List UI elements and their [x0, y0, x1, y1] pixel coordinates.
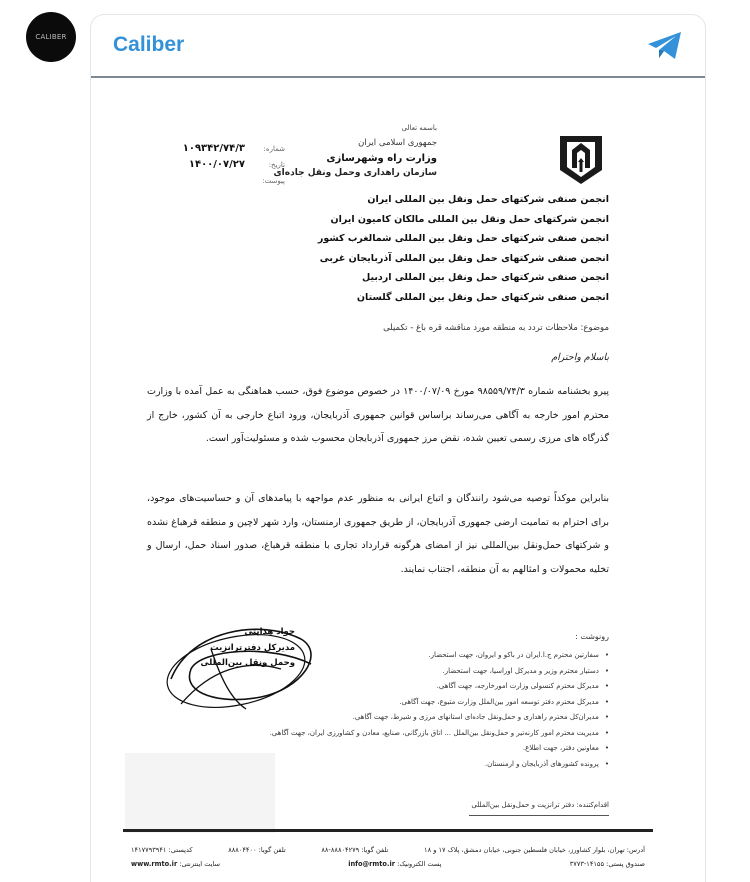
letter-footer — [131, 843, 645, 871]
date-value: ۱۴۰۰/۰۷/۲۷ — [188, 159, 245, 170]
letter-paragraph-2: بنابراین موکداً توصیه می‌شود رانندگان و اتباع ایرانی به منظور عدم مواجهه با پیامدهای آن و حساسیت‌های موجود، برای احترام به تمامیت ارضی جمهوری آذربایجان، از طریق جمهوری ارمنستان، وارد شهر لاچین و منطقه قرهباغ نشده و شرکتهای حمل‌ونقل بین‌المللی نیز از امضای هرگونه قرارداد تجاری با منطقه قرهباغ، صدور اسناد حمل، ارسال و تخلیه محمولات و امثالهم به آن منطقه، اجتناب نمایند. — [147, 493, 609, 575]
faded-stamp — [125, 753, 275, 833]
cc-item: • مدیرکل محترم کنسولی وزارت امورخارجه، جهت آگاهی. — [289, 679, 609, 695]
channel-avatar[interactable] — [26, 12, 76, 62]
action-underline — [469, 815, 609, 816]
rmto-logo-icon — [556, 132, 606, 186]
organization-name: سازمان راهداری وحمل ونقل جاده‌ای — [273, 168, 437, 178]
letter-greeting: باسلام واحترام — [551, 352, 609, 363]
letter-number — [155, 141, 285, 157]
telegram-paper-plane-icon[interactable] — [647, 31, 683, 61]
footer-email: پست الکترونیک: info@rmto.ir — [348, 860, 442, 868]
bismillah: باسمه تعالی — [401, 124, 437, 132]
recipient-item: انجمن صنفی شرکتهای حمل ونقل بین المللی گلستان — [356, 291, 609, 303]
action-by: اقدام‌کننده: دفتر ترانزیت و حمل‌ونقل بین‌المللی — [471, 801, 609, 809]
avatar-text: CALIBER — [35, 33, 67, 41]
ministry-name: وزارت راه وشهرسازی — [326, 153, 437, 164]
cc-item: • مدیرکل محترم دفتر توسعه امور بین‌الملل وزارت متبوع، جهت آگاهی. — [289, 695, 609, 711]
cc-list — [269, 648, 609, 772]
footer-row-1 — [131, 843, 645, 857]
cc-item: • سفارتین محترم ج.ا.ایران در باکو و ایروان، جهت استحضار. — [289, 648, 609, 664]
date-label: تاریخ: — [268, 161, 285, 169]
footer-phone2: تلفن گویا: ۸۸۸۰۴۴۰۰ — [228, 846, 286, 854]
recipient-item: انجمن صنفی شرکتهای حمل ونقل بین المللی آذربایجان غربی — [319, 252, 609, 264]
number-value: ۱۰۹۳۴۲/۷۴/۳ — [182, 143, 245, 154]
cc-item: • مدیران‌کل محترم راهداری و حمل‌ونقل جاده‌ای استانهای مرزی و شیرط، جهت آگاهی. — [289, 710, 609, 726]
recipient-item: انجمن صنفی شرکتهای حمل ونقل بین المللی ایران — [367, 194, 609, 205]
cc-item: • مدیریت محترم امور کارنه‌تیر و حمل‌ونقل بین‌الملل ... اتاق بازرگانی، صنایع، معادن و کشاورزی ایران، جهت آگاهی. — [289, 726, 609, 742]
letterhead — [273, 121, 437, 181]
post-header — [91, 15, 705, 78]
footer-address: آدرس: تهران، بلوار کشاورز، خیابان فلسطین جنوبی، خیابان دمشق، پلاک ۱۷ و ۱۸ — [424, 846, 645, 854]
footer-postcode: کدپستی: ۱۴۱۷۷۹۳۹۴۱ — [131, 846, 193, 854]
country-name: جمهوری اسلامی ایران — [358, 138, 437, 148]
footer-pobox: صندوق پستی: ۱۴۱۵۵-۳۷۷۳ — [569, 860, 645, 868]
recipient-item: انجمن شرکتهای حمل ونقل بین المللی مالکان کامیون ایران — [330, 213, 609, 225]
letter-attachment — [155, 173, 285, 189]
signer-title: مدیرکل دفترترانزیت وحمل ونقل بین‌المللی — [200, 643, 295, 668]
footer-row-2 — [131, 857, 645, 871]
cc-label: رونوشت : — [575, 632, 609, 641]
letter-meta — [155, 141, 285, 189]
recipient-item: انجمن صنفی شرکتهای حمل ونقل بین المللی اردبیل — [361, 272, 609, 283]
footer-website: سایت اینترنتی: www.rmto.ir — [131, 860, 221, 868]
cc-item: • پرونده کشورهای آذربایجان و ارمنستان. — [289, 757, 609, 773]
footer-phone: تلفن گویا: ۸۸۸۰۴۲۷۹-۸۸ — [321, 846, 389, 854]
cc-item: • معاونین دفتر، جهت اطلاع. — [289, 741, 609, 757]
channel-name[interactable]: Caliber — [113, 33, 185, 56]
attachment-label: پیوست: — [262, 177, 285, 185]
signer-name: جواد هدایتی — [244, 627, 295, 637]
number-label: شماره: — [263, 145, 285, 153]
letter-subject: موضوع: ملاحظات تردد به منطقه مورد مناقشه قره باغ - تکمیلی — [383, 323, 609, 333]
footer-divider — [123, 829, 653, 832]
recipients-list — [318, 190, 609, 307]
post-card — [90, 14, 706, 882]
signature-block — [195, 627, 295, 671]
letter-image — [91, 77, 705, 882]
cc-item: • دستیار محترم وزیر و مدیرکل اوراسیا، جهت استحضار. — [289, 664, 609, 680]
recipient-item: انجمن صنفی شرکتهای حمل ونقل بین المللی شمالغرب کشور — [317, 233, 609, 244]
letter-paragraph-1: پیرو بخشنامه شماره ۹۸۵۵۹/۷۴/۳ مورخ ۱۴۰۰/۰۷/۰۹ در خصوص موضوع فوق، حسب هماهنگی به عمل آمده با وزارت محترم امور خارجه به آگاهی می‌رساند براساس قوانین جمهوری آذربایجان، ورود اتباع خارجی به آن کشور، خارج از گذرگاه های مرزی رسمی تعیین شده، نقض مرز جمهوری آذربایجان محسوب شده و مسئولیت‌آور است. — [147, 386, 609, 444]
letter-date — [155, 157, 285, 173]
